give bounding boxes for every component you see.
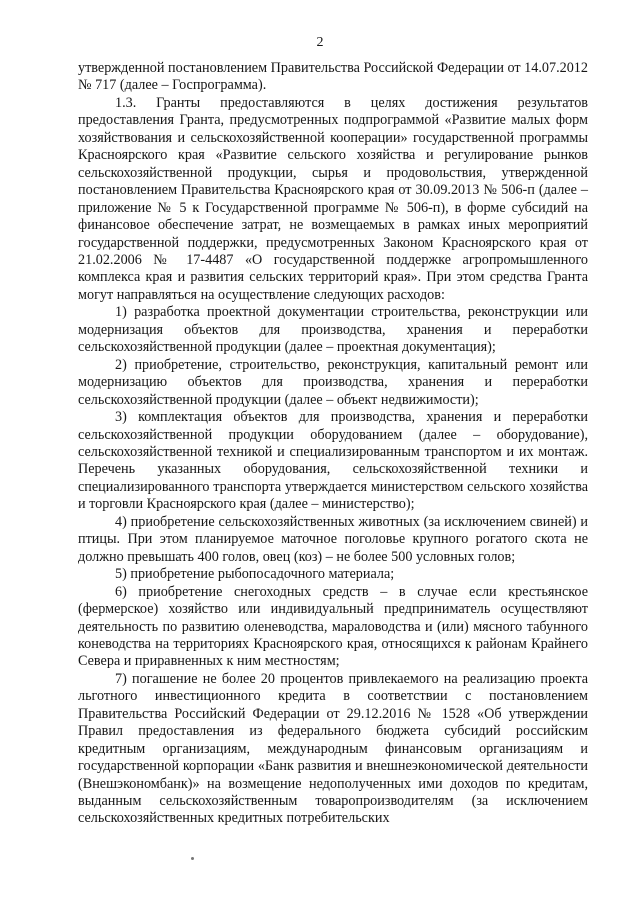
list-item-5: 5) приобретение рыбопосадочного материала; bbox=[115, 566, 395, 583]
list-item-6: 6) приобретение снегоходных средств – в случае если крестьянское (фермерское) хозяйство или индивидуальный предприниматель осуществляют деятельность по развитию оленеводства, мараловодства и (или) мясного табунного коневодства на территориях Красноярского края, относящихся к районам Крайнего Севера и приравненных к ним местностям; bbox=[78, 583, 588, 670]
page-number: 2 bbox=[316, 35, 324, 50]
list-item-4: 4) приобретение сельскохозяйственных животных (за исключением свиней) и птицы. При этом планируемое маточное поголовье крупного рогатого скота не должно превышать 400 голов, овец (коз) – не более 500 условных голов; bbox=[78, 513, 588, 565]
paragraph-1-3: 1.3. Гранты предоставляются в целях достижения результатов предоставления Гранта, предусмотренных подпрограммой «Развитие малых форм хозяйствования и сельскохозяйственной кооперации» государственной программы Красноярского края «Развитие сельского хозяйства и регулирование рынков сельскохозяйственной продукции, сырья и продовольствия, утвержденной постановлением Правительства Красноярского края от 30.09.2013 № 506-п (далее – приложение № 5 к Государственной программе № 506-п), в форме субсидий на финансовое обеспечение затрат, не возмещаемых в рамках иных мероприятий государственной поддержки, предусмотренных Законом Красноярского края от 21.02.2006 № 17-4487 «О государственной поддержке агропромышленного комплекса края и развития сельских территорий края». При этом средства Гранта могут направляться на осуществление следующих расходов: bbox=[78, 94, 588, 303]
list-item-1: 1) разработка проектной документации строительства, реконструкции или модернизация объектов для производства, хранения и переработки сельскохозяйственной продукции (далее – проектная документация); bbox=[78, 304, 588, 356]
list-item-2: 2) приобретение, строительство, реконструкция, капитальный ремонт или модернизацию объектов для производства, хранения и переработки сельскохозяйственной продукции (далее – объект недвижимости); bbox=[78, 356, 588, 408]
paragraph-continuation: утвержденной постановлением Правительства Российской Федерации от 14.07.2012 № 717 (далее – Госпрограмма). bbox=[78, 60, 588, 94]
list-item-3: 3) комплектация объектов для производства, хранения и переработки сельскохозяйственной продукции оборудованием (далее – оборудование), сельскохозяйственной техникой и специализированным транспортом и их монтаж. Перечень указанных оборудования, сельскохозяйственной техники и специализированного транспорта утверждается министерством сельского хозяйства и торговли Красноярского края (далее – министерство); bbox=[78, 409, 588, 513]
document-body bbox=[78, 60, 588, 828]
scan-speck bbox=[191, 857, 194, 860]
list-item-7: 7) погашение не более 20 процентов привлекаемого на реализацию проекта льготного инвестиционного кредита в соответствии с постановлением Правительства Российский Федерации от 29.12.2016 № 1528 «Об утверждении Правил предоставления из федерального бюджета субсидий российским кредитным организациям, международным финансовым организациям и государственной корпорации «Банк развития и внешнеэкономической деятельности (Внешэкономбанк)» на возмещение недополученных ими доходов по кредитам, выданным сельскохозяйственным товаропроизводителям (за исключением сельскохозяйственных кредитных потребительских bbox=[78, 670, 588, 827]
